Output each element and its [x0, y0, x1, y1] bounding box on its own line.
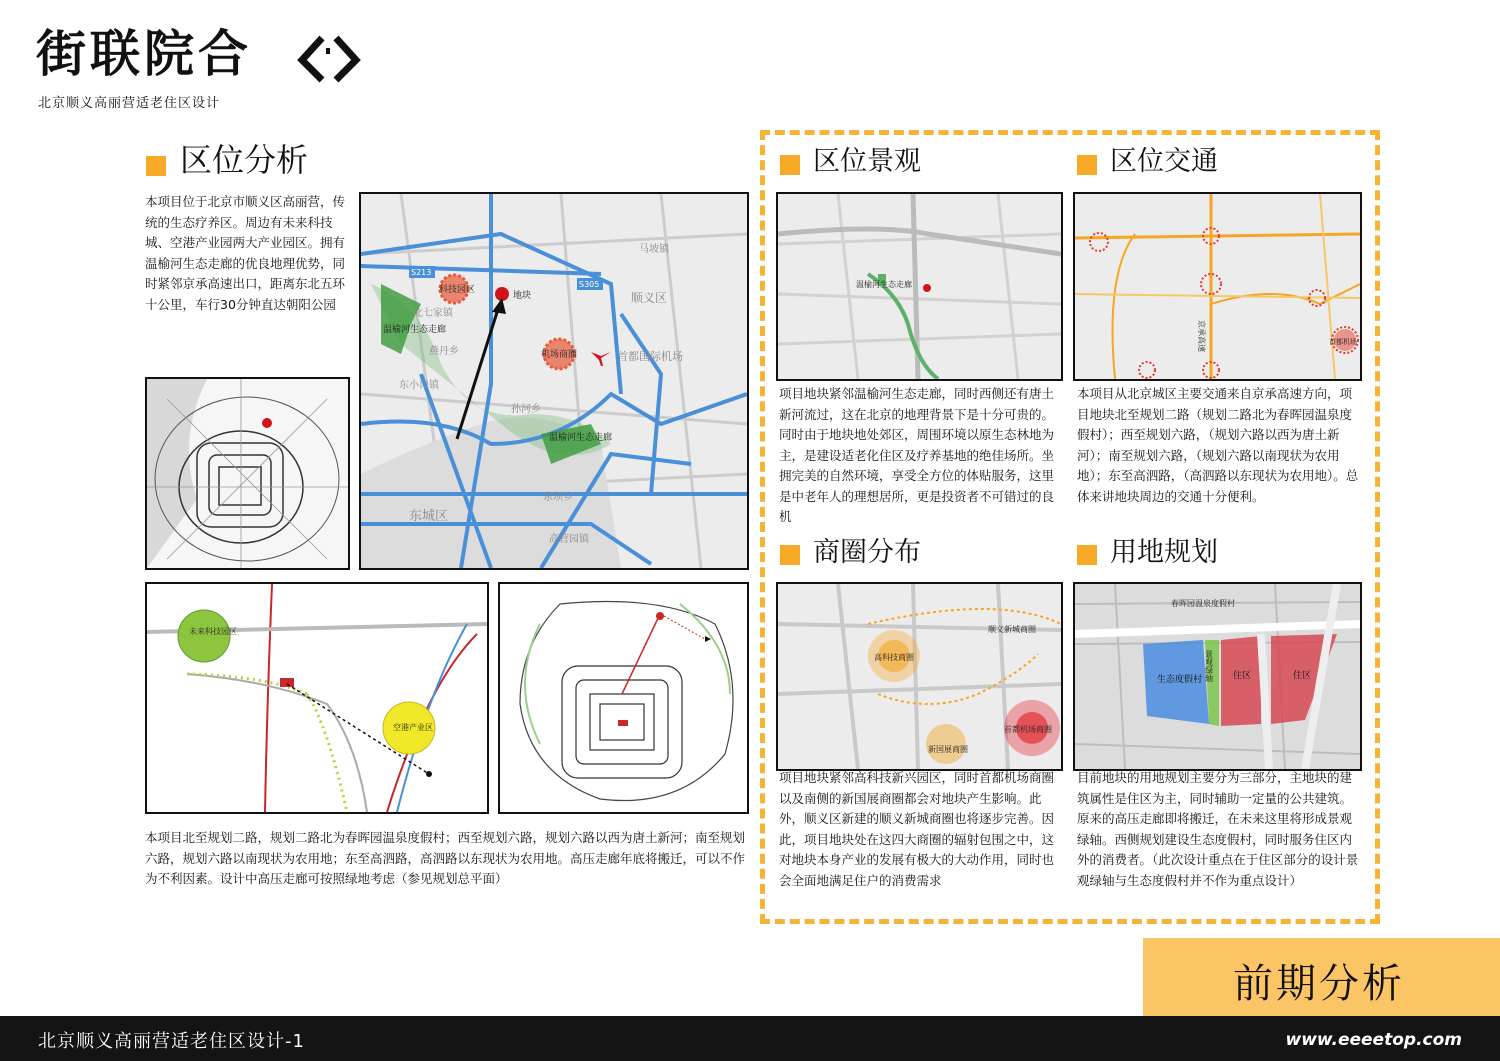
eco-resort-label: 生态度假村	[1157, 675, 1203, 685]
beiqijia-label: 北七家镇	[413, 308, 453, 319]
konggang-label: 空港产业区	[393, 723, 433, 732]
traffic-title: 区位交通	[1110, 146, 1218, 177]
landscape-text: 项目地块紧邻温榆河生态走廊，同时西侧还有唐土新河流过，这在北京的地理背景下是十分可贵的。同时由于地块地处郊区，周围环境以原生态林地为主，是建设适老化住区及疗养基地的绝佳场所。坐拥完美的自然环境，享受全方位的体贴服务，这里是中老年人的理想居所，更是投资者不可错过的良机	[779, 386, 1055, 524]
ring-road-map	[498, 582, 749, 814]
landuse-text: 目前地块的用地规划主要分为三部分，主地块的建筑属性是住区为主，同时辅助一定量的公共建筑。原来的高压走廊即将搬迁，在未来这里将形成景观绿轴。西侧规划建设生态度假村，同时服务住区内外的消费者。（此次设计重点在于住区部分的设计景观绿轴与生态度假村并不作为重点设计）	[1077, 770, 1359, 888]
planning-map	[145, 582, 489, 814]
tech-city-label: 未来科技园区	[189, 627, 237, 636]
location-title: 区位分析	[180, 141, 309, 179]
section-marker-icon	[1077, 545, 1097, 565]
corridor-label: 温榆河生态走廊	[383, 325, 447, 335]
section-marker-icon	[1077, 155, 1097, 175]
watermark-url: www.eeeetop.com	[1285, 1030, 1462, 1050]
brand-subtitle: 北京顺义高丽营适老住区设计	[38, 96, 221, 111]
corridor-label-3: 温榆河生态走廊	[856, 280, 912, 289]
gaolying-label: 高营园镇	[549, 534, 589, 545]
tech-park-label: 科技园区	[439, 285, 476, 295]
dongcheng-label: 东城区	[409, 509, 449, 524]
site-label: 地块	[513, 291, 532, 301]
footer-bar	[0, 1016, 1500, 1061]
landuse-title: 用地规划	[1110, 537, 1218, 568]
airport-biz-label: 首都机场商圈	[1004, 725, 1052, 734]
shunyi-new-label: 顺义新城商圈	[988, 625, 1036, 634]
jingcheng-label: 京承高速	[1197, 320, 1206, 352]
commerce-text: 项目地块紧邻高科技新兴园区，同时首都机场商圈以及南侧的新国展商圈都会对地块产生影响。此外，顺义区新建的顺义新城商圈也将逐步完善。因此，项目地块处在这四大商圈的辐射包围之中，这对地块本身产业的发展有极大的大动作用，同时也会全面地满足住户的消费需求	[779, 770, 1055, 888]
location-map	[359, 192, 749, 570]
airport-business-label: 机场商圈	[541, 350, 578, 360]
landscape-map	[776, 192, 1063, 381]
traffic-map	[1073, 192, 1362, 381]
airport-label: 首都国际机场	[617, 350, 683, 363]
footer-title: 北京顺义高丽营适老住区设计-1	[38, 1031, 305, 1052]
donggaokou-label: 东小口镇	[399, 380, 439, 391]
section-tag	[1143, 938, 1500, 1016]
chunhui-label: 春晖园温泉度假村	[1171, 599, 1235, 608]
yanqi-label: 燕丹乡	[429, 346, 459, 357]
beijing-ring-map	[145, 377, 350, 570]
section-marker-icon	[146, 156, 166, 176]
residential-label-2: 住区	[1293, 671, 1312, 681]
section-marker-icon	[780, 155, 800, 175]
traffic-text: 本项目从北京城区主要交通来自京承高速方向，项目地块北至规划二路（规划二路北为春晖园温泉度假村）；西至规划六路，（规划六路以西为唐土新河）；南至规划六路，（规划六路以南现状为农用地）；东至高泗路，（高泗路以东现状为农用地）。总体来讲地块周边的交通十分便利。	[1077, 386, 1359, 504]
corridor-label-2: 温榆河生态走廊	[549, 433, 613, 443]
dongba-label: 东坝乡	[543, 492, 573, 503]
commerce-title: 商圈分布	[813, 537, 921, 568]
s305-label: S305	[579, 280, 600, 289]
shunyi-label: 顺义区	[631, 291, 668, 305]
landuse-map	[1073, 582, 1362, 771]
section-tag-label: 前期分析	[1233, 961, 1405, 1007]
green-axis-label: 景观绿轴	[1204, 650, 1214, 682]
hightech-biz-label: 高科技商圈	[874, 653, 914, 662]
location-text: 本项目位于北京市顺义区高丽营，传统的生态疗养区。周边有未来科技城、空港产业园两大产业园区。拥有温榆河生态走廊的优良地理优势，同时紧邻京承高速出口，距离东北五环十公里，车行30分钟直达朝阳公园	[145, 194, 346, 312]
sunhe-label: 孙河乡	[511, 404, 541, 415]
capital-airport-label: 首都机场	[1329, 338, 1357, 346]
section-marker-icon	[780, 545, 800, 565]
brand-logo-icon	[296, 34, 366, 88]
landscape-title: 区位景观	[813, 146, 921, 177]
xinguozhan-label: 新国展商圈	[928, 745, 968, 754]
residential-label-1: 住区	[1233, 671, 1252, 681]
mapo-label: 马坡镇	[639, 244, 669, 255]
location-bottom-text: 本项目北至规划二路，规划二路北为春晖园温泉度假村；西至规划六路，规划六路以西为唐土新河；南至规划六路，规划六路以南现状为农用地；东至高泗路，高泗路以东现状为农用地。高压走廊年底将搬迁，可以不作为不利因素。设计中高压走廊可按照绿地考虑（参见规划总平面）	[145, 830, 746, 886]
s213-label: S213	[411, 268, 432, 277]
brand-title: 街联院合	[36, 24, 252, 83]
commerce-map	[776, 582, 1063, 771]
